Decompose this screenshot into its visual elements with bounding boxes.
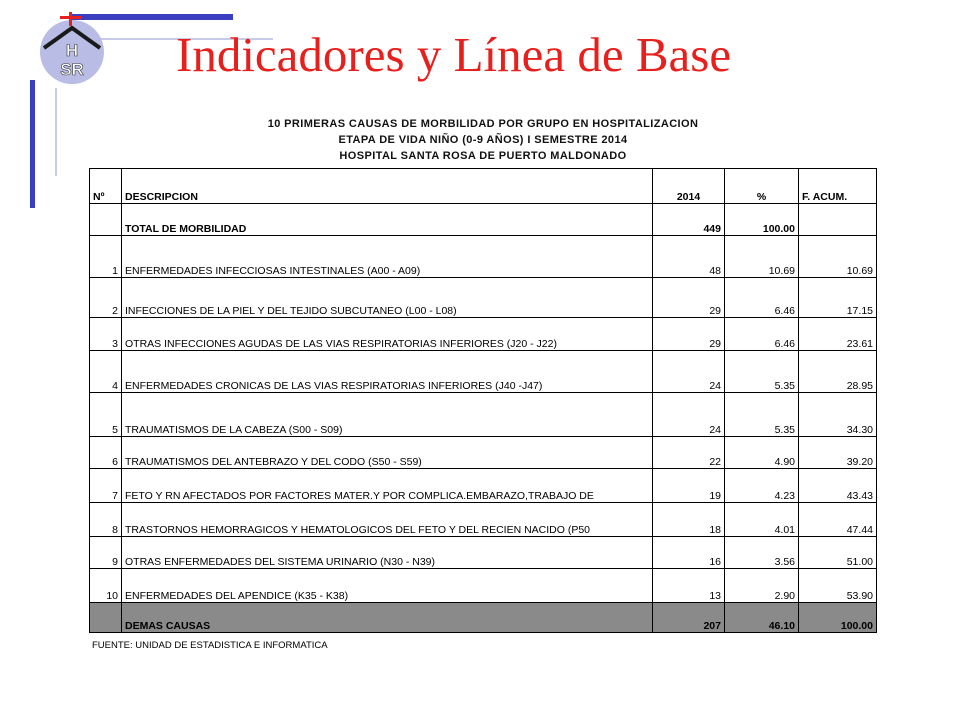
logo-text-top: H: [65, 41, 79, 60]
row-acumulado: 51.00: [799, 537, 877, 569]
row-percent: 4.01: [725, 503, 799, 537]
row-value-2014: 48: [653, 236, 725, 278]
demas-acumulado: 100.00: [799, 603, 877, 633]
hospital-logo: [36, 12, 108, 84]
report-heading-3: HOSPITAL SANTA ROSA DE PUERTO MALDONADO: [339, 150, 627, 162]
row-description: TRASTORNOS HEMORRAGICOS Y HEMATOLOGICOS DEL FETO Y DEL RECIEN NACIDO (P50: [122, 503, 653, 537]
table-row: [90, 351, 877, 393]
row-acumulado: 10.69: [799, 236, 877, 278]
demas-row: [90, 603, 877, 633]
row-number: 7: [90, 469, 122, 503]
row-description: TRAUMATISMOS DE LA CABEZA (S00 - S09): [122, 393, 653, 437]
row-value-2014: 13: [653, 569, 725, 603]
col-header-descripcion: DESCRIPCION: [122, 169, 653, 204]
table-row: [90, 503, 877, 537]
report-heading-2: ETAPA DE VIDA NIÑO (0-9 AÑOS) I SEMESTRE 2014: [338, 134, 628, 146]
row-description: ENFERMEDADES DEL APENDICE (K35 - K38): [122, 569, 653, 603]
row-number: 9: [90, 537, 122, 569]
source-note: FUENTE: UNIDAD DE ESTADISTICA E INFORMATICA: [92, 640, 328, 651]
row-description: ENFERMEDADES INFECCIOSAS INTESTINALES (A00 - A09): [122, 236, 653, 278]
row-number: 4: [90, 351, 122, 393]
row-acumulado: 28.95: [799, 351, 877, 393]
row-acumulado: 47.44: [799, 503, 877, 537]
row-description: FETO Y RN AFECTADOS POR FACTORES MATER.Y POR COMPLICA.EMBARAZO,TRABAJO DE: [122, 469, 653, 503]
row-number: 6: [90, 437, 122, 469]
morbidity-table: [89, 168, 877, 633]
row-percent: 6.46: [725, 318, 799, 351]
row-acumulado: 17.15: [799, 278, 877, 318]
row-value-2014: 29: [653, 278, 725, 318]
row-value-2014: 22: [653, 437, 725, 469]
row-acumulado: 53.90: [799, 569, 877, 603]
table-row: [90, 278, 877, 318]
total-n: [90, 204, 122, 236]
table-row: [90, 569, 877, 603]
row-number: 10: [90, 569, 122, 603]
row-acumulado: 23.61: [799, 318, 877, 351]
row-description: TRAUMATISMOS DEL ANTEBRAZO Y DEL CODO (S50 - S59): [122, 437, 653, 469]
col-header-pct: %: [725, 169, 799, 204]
total-value: 449: [653, 204, 725, 236]
total-label: TOTAL DE MORBILIDAD: [122, 204, 653, 236]
slide-title: Indicadores y Línea de Base: [176, 27, 732, 82]
frame-line-left-light: [55, 88, 57, 176]
total-acum: [799, 204, 877, 236]
row-number: 8: [90, 503, 122, 537]
row-percent: 3.56: [725, 537, 799, 569]
table-row: [90, 393, 877, 437]
row-percent: 4.23: [725, 469, 799, 503]
row-percent: 5.35: [725, 351, 799, 393]
table-row: [90, 318, 877, 351]
row-percent: 6.46: [725, 278, 799, 318]
demas-label: DEMAS CAUSAS: [122, 603, 653, 633]
table-header-row: [90, 169, 877, 204]
demas-value: 207: [653, 603, 725, 633]
row-percent: 2.90: [725, 569, 799, 603]
demas-percent: 46.10: [725, 603, 799, 633]
row-number: 5: [90, 393, 122, 437]
row-value-2014: 16: [653, 537, 725, 569]
row-value-2014: 29: [653, 318, 725, 351]
table-row: [90, 236, 877, 278]
row-description: INFECCIONES DE LA PIEL Y DEL TEJIDO SUBCUTANEO (L00 - L08): [122, 278, 653, 318]
row-value-2014: 24: [653, 393, 725, 437]
row-value-2014: 18: [653, 503, 725, 537]
row-percent: 10.69: [725, 236, 799, 278]
table-row: [90, 469, 877, 503]
row-description: OTRAS INFECCIONES AGUDAS DE LAS VIAS RESPIRATORIAS INFERIORES (J20 - J22): [122, 318, 653, 351]
row-number: 2: [90, 278, 122, 318]
row-percent: 5.35: [725, 393, 799, 437]
total-row: [90, 204, 877, 236]
report-heading-1: 10 PRIMERAS CAUSAS DE MORBILIDAD POR GRUPO EN HOSPITALIZACION: [267, 118, 699, 130]
logo-cross-v: [69, 12, 72, 26]
row-number: 3: [90, 318, 122, 351]
row-number: 1: [90, 236, 122, 278]
row-value-2014: 24: [653, 351, 725, 393]
row-percent: 4.90: [725, 437, 799, 469]
table-row: [90, 537, 877, 569]
col-header-2014: 2014: [653, 169, 725, 204]
row-acumulado: 34.30: [799, 393, 877, 437]
frame-line-left: [30, 80, 35, 208]
col-header-n: Nº: [90, 169, 122, 204]
row-acumulado: 43.43: [799, 469, 877, 503]
row-description: ENFERMEDADES CRONICAS DE LAS VIAS RESPIRATORIAS INFERIORES (J40 -J47): [122, 351, 653, 393]
total-pct: 100.00: [725, 204, 799, 236]
row-value-2014: 19: [653, 469, 725, 503]
demas-n: [90, 603, 122, 633]
col-header-acum: F. ACUM.: [799, 169, 877, 204]
row-acumulado: 39.20: [799, 437, 877, 469]
logo-text-bottom: SR: [60, 60, 84, 79]
row-description: OTRAS ENFERMEDADES DEL SISTEMA URINARIO (N30 - N39): [122, 537, 653, 569]
table-row: [90, 437, 877, 469]
